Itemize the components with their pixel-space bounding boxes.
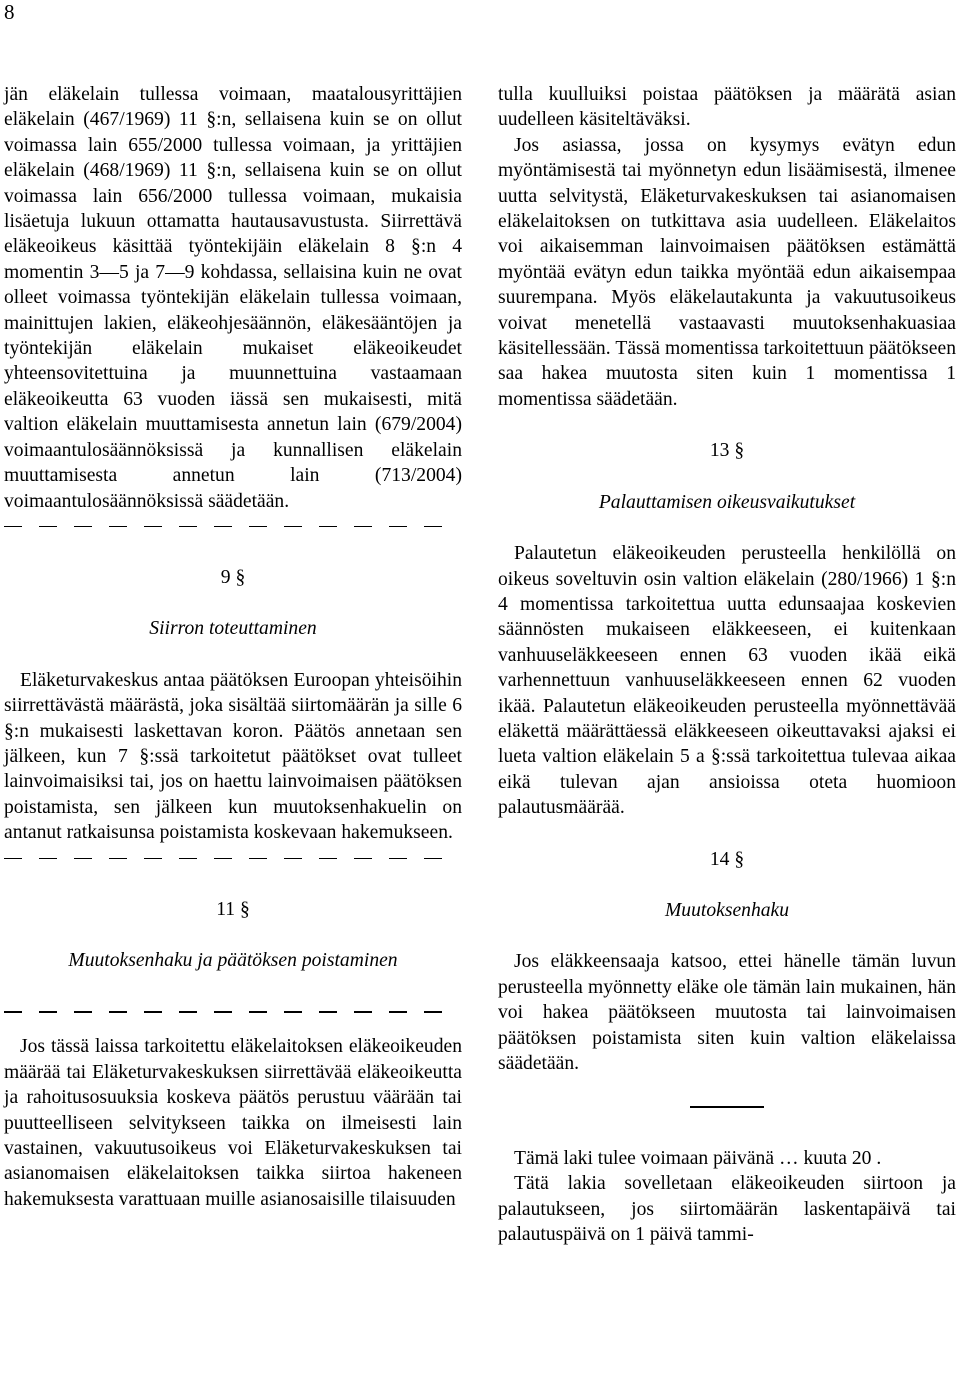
dash (179, 858, 197, 859)
dash (354, 526, 372, 527)
dash (354, 858, 372, 859)
dash (249, 858, 267, 859)
spacer (4, 1024, 462, 1034)
dash (424, 858, 442, 859)
paragraph: Jos asiassa, jossa on kysymys evätyn edun myöntämisestä tai myönnetyn edun lisäämisestä, ilmenee uutta selvitystä, Eläketurvakeskuksen tai asianomaisen eläkelaitoksen on tutkittava asia uudelleen. Eläkelaitos voi aikaisemman lainvoimaisen päätöksen estämättä myöntää evätyn edun taikka myöntää edun aikaisempaa suurempana. Myös eläkelautakunta ja vakuutusoikeus voivat menetellä vastaavasti muutoksenhakuasiaa käsitellessään. Tässä momentissa tarkoitettuun päätökseen saa hakea muutosta siten kuin 1 momentissa 1 momentissa säädetään. (498, 134, 956, 410)
dash (214, 526, 232, 527)
dash (284, 858, 302, 859)
section-number: 9 § (220, 566, 246, 588)
dash (214, 858, 232, 859)
section-title: Siirron toteuttaminen (149, 618, 317, 640)
dash (389, 858, 407, 859)
dash (74, 1011, 92, 1012)
omission-dashes (4, 999, 462, 1024)
dash (179, 526, 197, 527)
dash (144, 526, 162, 527)
dash (389, 1011, 407, 1012)
omission-dashes (4, 846, 462, 871)
right-column (498, 82, 956, 1247)
entry-into-force: Tämä laki tulee voimaan päivänä … kuuta 20 . (514, 1147, 882, 1169)
dash (249, 1011, 267, 1012)
dash (39, 526, 57, 527)
paragraph: tulla kuulluiksi poistaa päätöksen ja määrätä asian uudelleen käsiteltäväksi. (498, 84, 956, 131)
dash (284, 526, 302, 527)
dash (144, 858, 162, 859)
section-text: Palautetun eläkeoikeuden perusteella henkilöllä on oikeus soveltuvin osin valtion eläkelain (280/1966) 1 §:n 4 momentissa tarkoitettua uutta edunsaajaa koskevien säännösten mukaiseen eläkkeeseen, ei kuitenkaan vanhuuseläkkeeseen ennen 63 vuoden ikää eikä varhennettuun vanhuuseläkkeeseen ennen 62 vuoden ikää. Palautetun eläkeoikeuden perusteella myönnettävää eläkettä määrättäessä eläkkeeseen oikeuttavaksi ajaksi ei lueta valtion eläkelain 5 a §:ssä tarkoitettua tulevaa aikaa eikä tulevan ajan ansioissa oteta huomioon palautusmäärää. (498, 543, 956, 819)
dash (4, 526, 22, 527)
dash (4, 1011, 22, 1012)
section-title: Muutoksenhaku ja päätöksen poistaminen (68, 949, 398, 971)
dash (424, 1011, 442, 1012)
paragraph: jän eläkelain tullessa voimaan, maatalousyrittäjien eläkelain (467/1969) 11 §:n, sellaisena kuin se on ollut voimassa lain 655/2000 tullessa voimaan, ja yrittäjien eläkelain (468/1969) 11 §:n, sellaisena kuin se on ollut voimassa lain 656/2000 tullessa voimaan, mukaisia lisäetuja lukuun ottamatta hautausavustusta. Siirrettävä eläkeoikeus käsittää työntekijäin eläkelain 8 §:n 4 momentin 3—5 ja 7—9 kohdassa, sellaisina kuin ne ovat olleet voimassa työntekijän eläkelain tullessa voimaan, mainittujen lakien, eläkeohjesäännön, eläkesääntöjen ja työntekijän eläkelain mukaiset eläkeoikeudet yhteensovitettuina ja muunnettuina vastaamaan eläkeoikeutta 63 vuoden iässä sen mukaisesti, mitä valtion eläkelain muuttamisesta annetun lain (679/2004) voimaantulosäännöksissä ja kunnallisen eläkelain muuttamisesta annetun lain (713/2004) voimaantulosäännöksissä säädetään. (4, 84, 462, 512)
section-title: Palauttamisen oikeusvaikutukset (598, 491, 856, 513)
dash (389, 526, 407, 527)
dash (109, 526, 127, 527)
application-clause: Tätä lakia sovelletaan eläkeoikeuden siirtoon ja palautukseen, jos siirtomäärän laskentapäivä tai palautuspäivä on 1 päivä tammi- (498, 1173, 956, 1245)
dash (249, 526, 267, 527)
section-number: 11 § (216, 898, 250, 920)
dash (284, 1011, 302, 1012)
dash (354, 1011, 372, 1012)
left-column (4, 82, 462, 1212)
dash (109, 1011, 127, 1012)
dash (109, 858, 127, 859)
section-title: Muutoksenhaku (664, 899, 790, 921)
section-number: 13 § (709, 440, 745, 462)
dash (424, 526, 442, 527)
dash (74, 858, 92, 859)
dash (4, 858, 22, 859)
dash (74, 526, 92, 527)
dash (39, 1011, 57, 1012)
dash (214, 1011, 232, 1012)
dash (179, 1011, 197, 1012)
section-text: Jos tässä laissa tarkoitettu eläkelaitoksen eläkeoikeuden määrää tai Eläketurvakeskuksen siirrettävää eläkeoikeutta ja rahoitusosuuksia koskeva päätös perustuu väärään tai puutteelliseen selvitykseen taikka on ilmeisesti lain vastainen, vakuutusoikeus voi Eläketurvakeskuksen tai asianomaisen eläkelaitoksen taikka siirtoa hakeneen hakemuksesta varattuaan muille asianosaisille tilaisuuden (4, 1036, 462, 1210)
dash (319, 1011, 337, 1012)
section-text: Eläketurvakeskus antaa päätöksen Euroopan yhteisöihin siirrettävästä määrästä, joka sisältää siirtomäärän ja sille 6 §:n mukaisesti laskettavan koron. Päätös annetaan sen jälkeen, kun 7 §:ssä tarkoitetut päätökset ovat tulleet lainvoimaisiksi tai, jos on haettu lainvoimaisen päätöksen poistamista, sen jälkeen kun muutoksenhakuelin on antanut ratkaisunsa poistamista koskevaan hakemukseen. (4, 669, 462, 844)
dash (144, 1011, 162, 1012)
dash (319, 526, 337, 527)
omission-dashes (4, 514, 462, 539)
dash (39, 858, 57, 859)
section-text: Jos eläkkeensaaja katsoo, ettei hänelle tämän luvun perusteella myönnetty eläke ole tämän lain mukainen, hän voi hakea päätökseen muutosta tai lainvoimaisen päätöksen poistamista siten kuin valtion eläkelaissa säädetään. (498, 951, 956, 1074)
separator-line (690, 1106, 764, 1107)
section-number: 14 § (709, 848, 745, 870)
page-number: 8 (4, 0, 15, 24)
dash (319, 858, 337, 859)
